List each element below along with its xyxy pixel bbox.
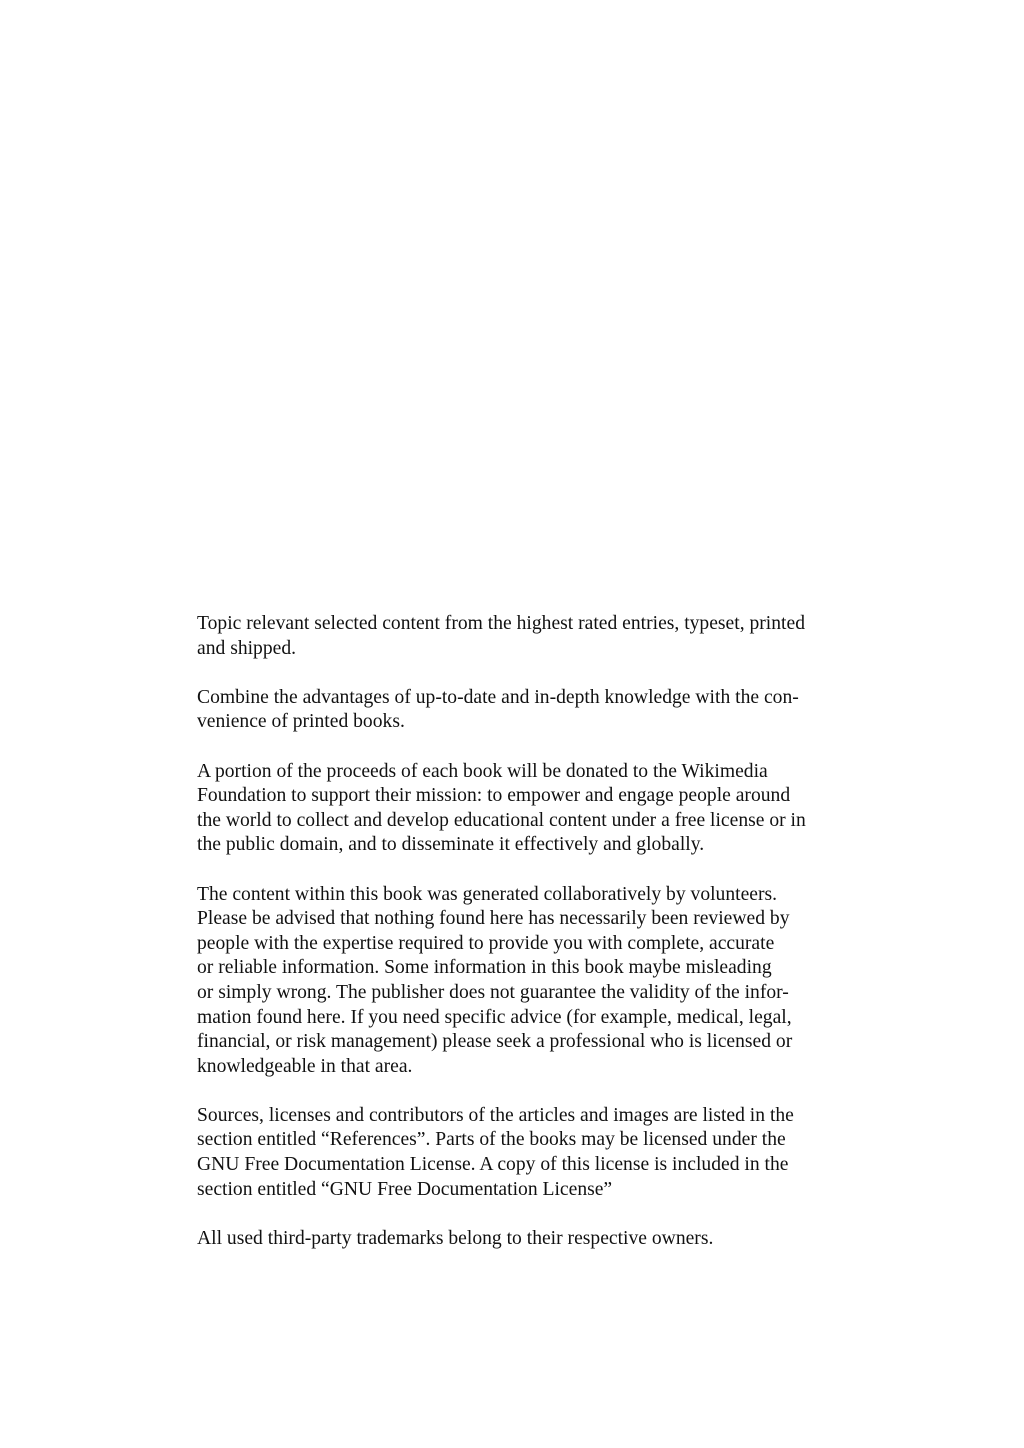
text-line: mation found here. If you need specific advice (for example, medical, legal, bbox=[197, 1006, 792, 1028]
text-line: the public domain, and to disseminate it effectively and globally. bbox=[197, 834, 705, 856]
text-line: The content within this book was generated collaboratively by volunteers. bbox=[197, 883, 778, 905]
disclaimer-text-block bbox=[197, 612, 857, 1276]
text-line: Topic relevant selected content from the highest rated entries, typeset, printed bbox=[197, 613, 805, 634]
text-line: Combine the advantages of up-to-date and in-depth knowledge with the con- bbox=[197, 686, 799, 708]
text-line: or simply wrong. The publisher does not guarantee the validity of the infor- bbox=[197, 981, 789, 1003]
text-line: Foundation to support their mission: to empower and engage people around bbox=[197, 785, 791, 807]
text-line: people with the expertise required to provide you with complete, accurate bbox=[197, 932, 775, 954]
text-line: the world to collect and develop educational content under a free license or in bbox=[197, 809, 806, 831]
text-line: and shipped. bbox=[197, 637, 297, 659]
paragraph-accuracy-disclaimer bbox=[197, 883, 857, 1080]
text-line: GNU Free Documentation License. A copy of this license is included in the bbox=[197, 1154, 789, 1176]
text-line: knowledgeable in that area. bbox=[197, 1055, 413, 1077]
paragraph-content-selection bbox=[197, 612, 857, 661]
paragraph-trademarks bbox=[197, 1227, 857, 1252]
text-line: Sources, licenses and contributors of the articles and images are listed in the bbox=[197, 1104, 794, 1126]
text-line: financial, or risk management) please seek a professional who is licensed or bbox=[197, 1031, 793, 1053]
paragraph-advantages bbox=[197, 686, 857, 735]
text-line: section entitled “GNU Free Documentation License” bbox=[197, 1178, 613, 1200]
text-line: A portion of the proceeds of each book will be donated to the Wikimedia bbox=[197, 760, 768, 782]
text-line: section entitled “References”. Parts of the books may be licensed under the bbox=[197, 1129, 786, 1151]
text-line: or reliable information. Some information in this book maybe misleading bbox=[197, 957, 772, 979]
text-line: All used third-party trademarks belong to their respective owners. bbox=[197, 1227, 714, 1249]
paragraph-sources-licenses bbox=[197, 1104, 857, 1202]
text-line: Please be advised that nothing found here has necessarily been reviewed by bbox=[197, 908, 790, 930]
paragraph-wikimedia-donation bbox=[197, 760, 857, 858]
text-line: venience of printed books. bbox=[197, 711, 405, 733]
